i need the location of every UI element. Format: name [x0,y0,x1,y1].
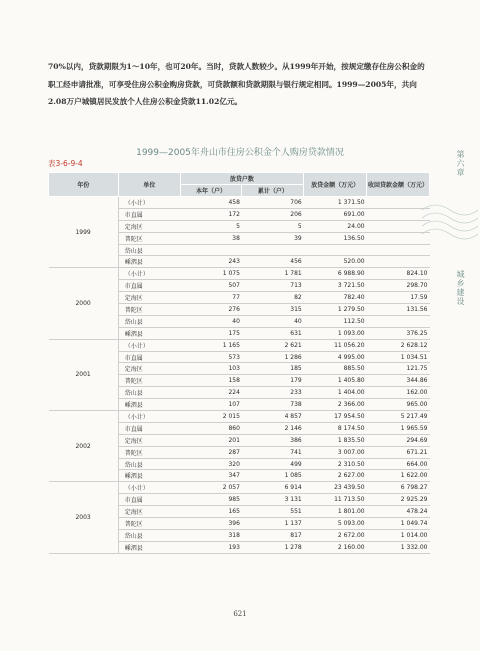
this-year-cell: 318 [180,529,242,541]
this-year-cell: 165 [180,506,242,518]
amount-cell: 1 801.00 [304,506,367,518]
this-year-cell: 1 075 [180,268,242,280]
header-cumulative: 累计（户） [242,185,304,197]
recovered-cell: 824.10 [367,268,430,280]
cumulative-cell: 1 781 [242,268,304,280]
unit-cell: 定海区 [118,292,180,304]
table-body [49,197,430,554]
recovered-cell: 965.00 [367,399,430,411]
unit-cell: 嵊泗县 [118,256,180,268]
this-year-cell: 287 [180,446,242,458]
recovered-cell: 131.56 [367,304,430,316]
recovered-cell: 1 049.74 [367,518,430,530]
cumulative-cell: 456 [242,256,304,268]
amount-cell: 1 279.50 [304,304,367,316]
this-year-cell: 77 [180,292,242,304]
paragraph-line: 70%以内，贷款期限为1～10年，也可20年。当时，贷款人数较少。从1999年开始，按规定缴存住房公积金的 [48,62,425,71]
this-year-cell: 193 [180,541,242,553]
table-row [49,268,430,280]
table-row [49,411,430,423]
unit-cell: 定海区 [118,434,180,446]
amount-cell: 782.40 [304,292,367,304]
unit-cell: （小计） [118,339,180,351]
amount-cell: 8 174.50 [304,422,367,434]
amount-cell: 2 672.00 [304,529,367,541]
unit-cell: 普陀区 [118,304,180,316]
unit-cell: 嵊泗县 [118,541,180,553]
recovered-cell [367,232,430,244]
amount-cell: 4 995.00 [304,351,367,363]
cumulative-cell: 3 131 [242,494,304,506]
this-year-cell: 172 [180,208,242,220]
cumulative-cell: 6 914 [242,482,304,494]
unit-cell: 市直属 [118,351,180,363]
cumulative-cell: 233 [242,387,304,399]
cumulative-cell: 1 137 [242,518,304,530]
body-paragraph [48,58,428,111]
unit-cell: 普陀区 [118,446,180,458]
this-year-cell: 201 [180,434,242,446]
page-number: 621 [233,610,247,618]
recovered-cell: 1 622.00 [367,470,430,482]
header-unit: 单位 [118,173,180,197]
cumulative-cell: 2 146 [242,422,304,434]
recovered-cell [367,197,430,209]
recovered-cell: 1 332.00 [367,541,430,553]
this-year-cell: 107 [180,399,242,411]
recovered-cell [367,220,430,232]
unit-cell: 岱山县 [118,529,180,541]
cumulative-cell: 5 [242,220,304,232]
amount-cell: 1 404.00 [304,387,367,399]
unit-cell: （小计） [118,197,180,209]
this-year-cell: 573 [180,351,242,363]
unit-cell: 市直属 [118,422,180,434]
recovered-cell: 2 925.29 [367,494,430,506]
year-cell: 2000 [49,268,119,339]
amount-cell: 11 713.50 [304,494,367,506]
header-recovered: 收回贷款金额（万元） [367,173,430,197]
amount-cell: 1 093.00 [304,327,367,339]
cumulative-cell: 631 [242,327,304,339]
amount-cell: 23 439.50 [304,482,367,494]
cumulative-cell: 206 [242,208,304,220]
cumulative-cell: 185 [242,363,304,375]
side-section-label: 城乡建设 [456,270,465,306]
cumulative-cell: 706 [242,197,304,209]
cumulative-cell: 386 [242,434,304,446]
recovered-cell [367,256,430,268]
recovered-cell [367,208,430,220]
this-year-cell: 347 [180,470,242,482]
cumulative-cell: 179 [242,375,304,387]
this-year-cell: 175 [180,327,242,339]
unit-cell: 普陀区 [118,232,180,244]
this-year-cell: 103 [180,363,242,375]
cumulative-cell: 315 [242,304,304,316]
this-year-cell: 985 [180,494,242,506]
this-year-cell: 5 [180,220,242,232]
amount-cell: 2 366.00 [304,399,367,411]
unit-cell: 定海区 [118,506,180,518]
unit-cell: 嵊泗县 [118,327,180,339]
recovered-cell: 298.70 [367,280,430,292]
this-year-cell: 507 [180,280,242,292]
recovered-cell: 1 014.00 [367,529,430,541]
cumulative-cell: 1 286 [242,351,304,363]
recovered-cell: 376.25 [367,327,430,339]
recovered-cell [367,244,430,256]
recovered-cell: 671.21 [367,446,430,458]
amount-cell: 6 988.90 [304,268,367,280]
this-year-cell: 243 [180,256,242,268]
year-cell: 2001 [49,339,119,410]
unit-cell: 普陀区 [118,375,180,387]
unit-cell: 嵊泗县 [118,399,180,411]
year-cell: 2002 [49,411,119,482]
header-amount: 放贷金额（万元） [304,173,367,197]
unit-cell: （小计） [118,411,180,423]
year-cell: 2003 [49,482,119,553]
unit-cell: 定海区 [118,363,180,375]
paragraph-line: 职工经申请批准，可享受住房公积金购房贷款，可贷款额和贷款期限与银行规定相同。1999—2005年，共向 [48,79,417,89]
amount-cell: 520.00 [304,256,367,268]
this-year-cell: 40 [180,315,242,327]
this-year-cell: 2 057 [180,482,242,494]
paragraph-line: 2.08万户城镇居民发放个人住房公积金贷款11.02亿元。 [48,97,243,106]
table-title: 1999—2005年舟山市住房公积金个人购房贷款情况 [136,148,344,158]
cumulative-cell: 738 [242,399,304,411]
amount-cell: 1 835.50 [304,434,367,446]
unit-cell: 市直属 [118,494,180,506]
amount-cell: 2 160.00 [304,541,367,553]
header-this-year: 本年（户） [180,185,242,197]
table-row [49,197,430,209]
amount-cell: 691.00 [304,208,367,220]
this-year-cell: 396 [180,518,242,530]
amount-cell: 112.50 [304,315,367,327]
unit-cell: 定海区 [118,220,180,232]
recovered-cell: 1 965.59 [367,422,430,434]
recovered-cell: 162.00 [367,387,430,399]
recovered-cell: 121.75 [367,363,430,375]
side-chapter-label: 第六章 [456,150,465,177]
amount-cell [304,244,367,256]
this-year-cell: 860 [180,422,242,434]
amount-cell: 11 056.20 [304,339,367,351]
this-year-cell: 320 [180,458,242,470]
cumulative-cell: 499 [242,458,304,470]
header-year: 年份 [49,173,119,197]
amount-cell: 1 405.80 [304,375,367,387]
cumulative-cell [242,244,304,256]
recovered-cell [367,315,430,327]
amount-cell: 3 721.50 [304,280,367,292]
header-households: 放贷户数 [180,173,304,185]
recovered-cell: 478.24 [367,506,430,518]
cumulative-cell: 817 [242,529,304,541]
cumulative-cell: 741 [242,446,304,458]
cumulative-cell: 82 [242,292,304,304]
this-year-cell: 2 015 [180,411,242,423]
loan-table [48,172,430,554]
this-year-cell: 224 [180,387,242,399]
year-cell: 1999 [49,197,119,268]
unit-cell: 嵊泗县 [118,470,180,482]
recovered-cell: 6 798.27 [367,482,430,494]
recovered-cell: 664.00 [367,458,430,470]
recovered-cell: 344.86 [367,375,430,387]
unit-cell: 市直属 [118,280,180,292]
amount-cell: 885.50 [304,363,367,375]
unit-cell: （小计） [118,482,180,494]
cumulative-cell: 551 [242,506,304,518]
amount-cell: 5 093.00 [304,518,367,530]
amount-cell: 1 371.50 [304,197,367,209]
cumulative-cell: 713 [242,280,304,292]
amount-cell: 3 007.00 [304,446,367,458]
unit-cell: 岱山县 [118,387,180,399]
this-year-cell: 1 165 [180,339,242,351]
cumulative-cell: 39 [242,232,304,244]
amount-cell: 17 954.50 [304,411,367,423]
cumulative-cell: 2 621 [242,339,304,351]
recovered-cell: 1 034.51 [367,351,430,363]
amount-cell: 2 627.00 [304,470,367,482]
unit-cell: 岱山县 [118,244,180,256]
amount-cell: 136.50 [304,232,367,244]
table-code: 表3-6-9-4 [48,159,83,168]
cumulative-cell: 1 085 [242,470,304,482]
recovered-cell: 5 217.49 [367,411,430,423]
this-year-cell: 38 [180,232,242,244]
unit-cell: （小计） [118,268,180,280]
unit-cell: 普陀区 [118,518,180,530]
cumulative-cell: 40 [242,315,304,327]
cumulative-cell: 1 278 [242,541,304,553]
recovered-cell: 17.59 [367,292,430,304]
unit-cell: 市直属 [118,208,180,220]
unit-cell: 岱山县 [118,458,180,470]
this-year-cell [180,244,242,256]
unit-cell: 岱山县 [118,315,180,327]
this-year-cell: 158 [180,375,242,387]
recovered-cell: 2 628.12 [367,339,430,351]
amount-cell: 24.00 [304,220,367,232]
this-year-cell: 276 [180,304,242,316]
amount-cell: 2 310.50 [304,458,367,470]
this-year-cell: 458 [180,197,242,209]
cumulative-cell: 4 857 [242,411,304,423]
table-row [49,482,430,494]
recovered-cell: 294.69 [367,434,430,446]
table-row [49,339,430,351]
